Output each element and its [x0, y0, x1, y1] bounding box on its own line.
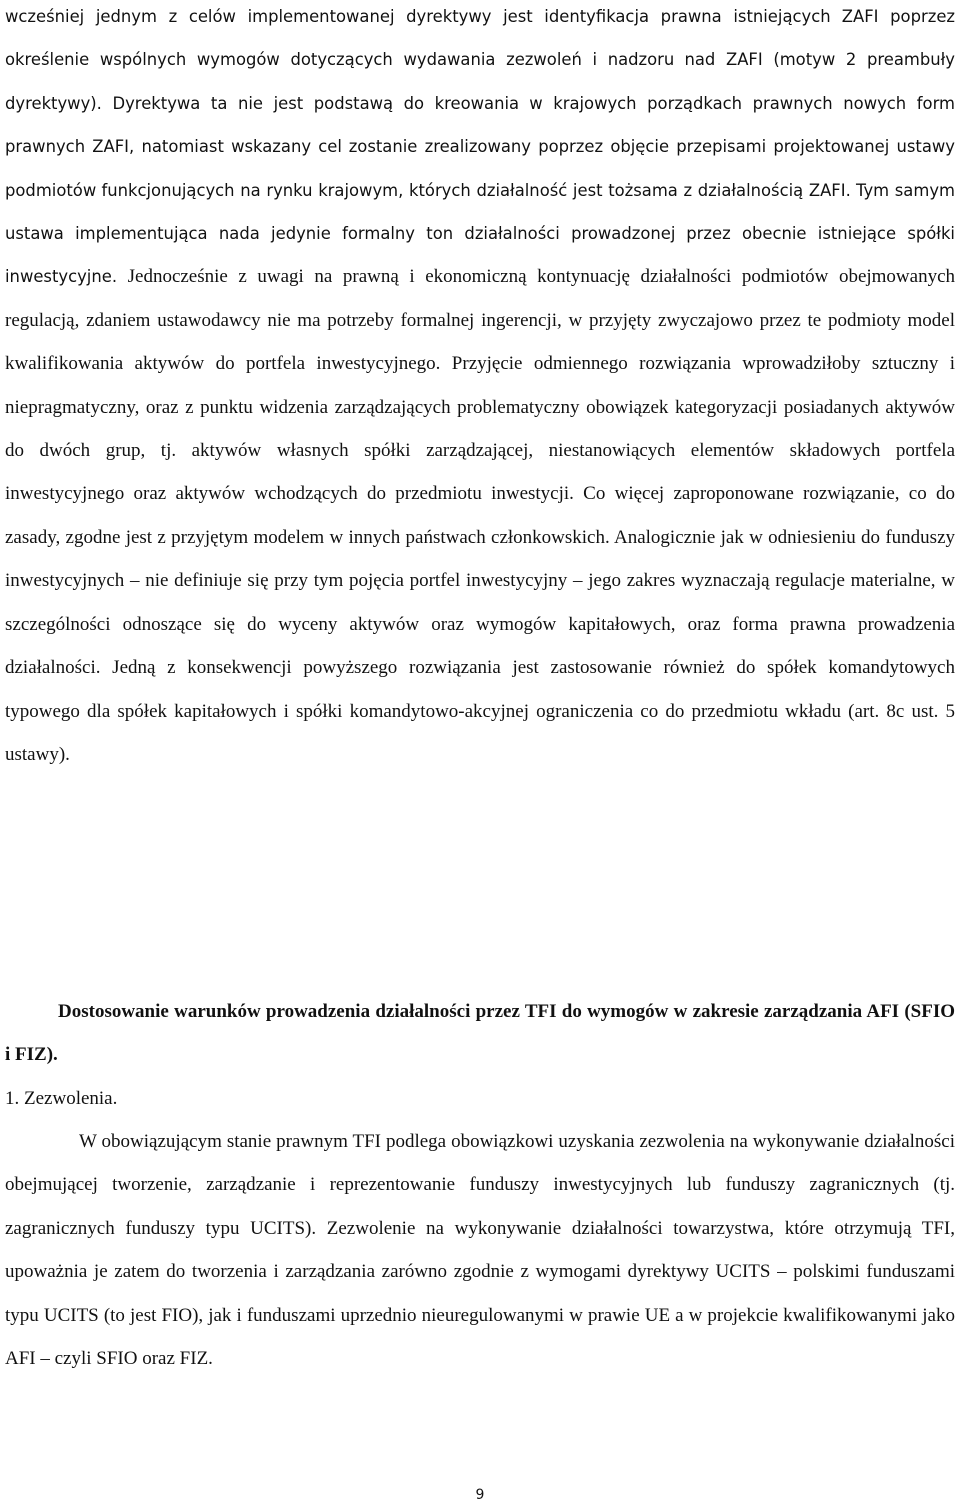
text-line: Zezwolenie na wykonywanie działalności towarzystwa, które otrzymują TFI, upoważnia je: [5, 1217, 956, 1283]
numbered-subheading: [5, 1077, 955, 1120]
text-line: własnych spółki zarządzającej, niestanowiących elementów składowych portfela: [276, 440, 955, 462]
page-number: 9: [475, 1487, 485, 1503]
paragraph-dyrektywa: [5, 0, 955, 776]
text-line: na wykonywanie działalności obejmującej tworzenie, zarządzanie i reprezentowanie funduszy: [5, 1131, 956, 1196]
text-line: w krajowych porządkach prawnych nowych form prawnych ZAFI, natomiast wskazany cel: [5, 93, 955, 157]
heading-line: w zakresie zarządzania AFI (SFIO i FIZ).: [5, 1001, 956, 1066]
text-line: Przyjęcie odmiennego rozwiązania: [440, 353, 731, 375]
text-line: problematyczny obowiązek kategoryzacji posiadanych aktywów do dwóch grup, tj. aktywów: [5, 396, 956, 462]
text-line: zaproponowane rozwiązanie, co do zasady, zgodne jest z przyjętym modelem w innych: [5, 483, 955, 548]
text-line: – polskimi funduszami typu UCITS (to jest FIO), jak i funduszami uprzednio: [5, 1261, 956, 1326]
text-line: nieuregulowanymi w prawie UE a w projekcie kwalifikowanymi jako AFI – czyli SFIO oraz: [5, 1304, 955, 1370]
text-line: W obowiązującym stanie prawnym TFI podlega obowiązkowi uzyskania zezwolenia: [79, 1131, 725, 1152]
text-line: zatem do tworzenia i zarządzania zarówno zgodnie z wymogami dyrektywy UCITS: [114, 1261, 771, 1283]
text-line: przez obecnie istniejące spółki inwestycyjne.: [5, 224, 955, 287]
heading-line: Dostosowanie warunków prowadzenia działalności przez TFI do wymogów: [58, 1001, 669, 1022]
paragraph-zezwolenia: [5, 1120, 955, 1380]
text-line: państwach członkowskich. Analogicznie jak w odniesieniu do funduszy inwestycyjnych – nie: [5, 526, 956, 592]
text-line: kwalifikowania aktywów do portfela inwestycyjnego.: [5, 353, 441, 375]
text-line: definiuje się przy tym pojęcia portfel inwestycyjny – jego zakres wyznaczają regulacje: [174, 570, 845, 592]
text-line: FIZ.: [179, 1348, 213, 1370]
text-line: kontynuację działalności podmiotów obejmowanych regulacją, zdaniem ustawodawcy nie ma: [5, 266, 956, 331]
text-line: kapitałowych, oraz forma prawna prowadzenia działalności. Jedną z konsekwencji: [5, 613, 955, 679]
subheading-zezwolenia: 1. Zezwolenia.: [5, 1088, 118, 1109]
text-line: potrzeby formalnej ingerencji, w przyjęty zwyczajowo przez te podmioty model: [327, 309, 956, 331]
text-line: materialne, w szczególności odnoszące się do wyceny aktywów oraz wymogów: [5, 570, 955, 635]
text-line: zostanie zrealizowany poprzez objęcie przepisami projektowanej ustawy podmiotów: [5, 137, 955, 200]
text-line: Jednocześnie z uwagi na prawną i ekonomiczną: [117, 266, 527, 288]
text-line: nad ZAFI (motyw 2 preambuły dyrektywy).: [5, 50, 955, 113]
text-line: funkcjonujących na rynku krajowym, których działalność jest tożsama z działalnością ZAFI.: [101, 180, 851, 200]
text-line: inwestycyjnego oraz aktywów wchodzących do przedmiotu inwestycji. Co więcej: [5, 483, 665, 505]
text-line: wprowadziłoby sztuczny i niepragmatyczny, oraz z punktu widzenia zarządzających: [5, 353, 955, 418]
text-line: powyższego rozwiązania jest zastosowanie również do spółek komandytowych typowego dla: [5, 657, 955, 722]
text-line: ZAFI poprzez określenie wspólnych wymogów dotyczących wydawania zezwoleń i nadzoru: [5, 7, 956, 70]
text-line: Dyrektywa ta nie jest podstawą do kreowania: [101, 93, 520, 113]
text-line: wcześniej jednym z celów implementowanej dyrektywy jest identyfikacja prawna istniejących: [5, 7, 831, 26]
text-line: spółek kapitałowych i spółki komandytowo-akcyjnej ograniczenia co do przedmiotu wkładu: [117, 700, 842, 722]
text-line: inwestycyjnych lub funduszy zagranicznych (tj. zagranicznych funduszy typu UCITS).: [5, 1174, 956, 1239]
text-line: (art. 8c ust. 5 ustawy).: [5, 700, 955, 765]
text-line: Tym samym ustawa implementująca nada jedynie formalny ton działalności prowadzonej: [5, 180, 955, 244]
section-heading: [5, 990, 955, 1077]
